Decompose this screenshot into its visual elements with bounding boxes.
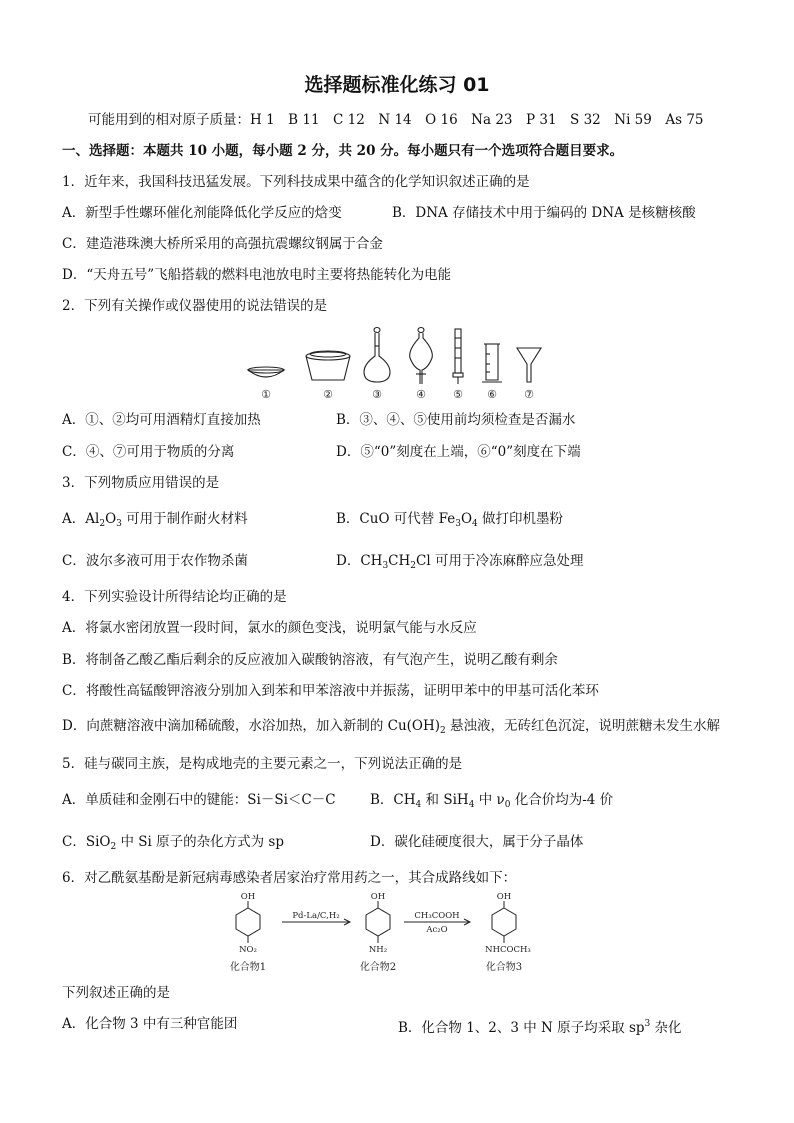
q4-option-d[interactable]: D．向蔗糖溶液中滴加稀硫酸，水浴加热，加入新制的 $Cu(OH)_2$ 悬浊液，无砖红色沉淀，说明蔗糖未发生水解 xyxy=(62,718,721,736)
compound-2-label: 化合物2 xyxy=(359,962,397,973)
burette-icon xyxy=(453,329,463,384)
label-7: ⑦ xyxy=(524,388,534,401)
q5-option-d[interactable]: D．碳化硅硬度很大，属于分子晶体 xyxy=(370,834,584,850)
q5-option-b[interactable]: B．$CH_4$ 和 SiH$_4$ 中 $\nu_0$ 化合价均为-4 价 xyxy=(370,792,614,810)
benzene-ring-2-icon xyxy=(366,908,390,936)
q4-option-c[interactable]: C．将酸性高锰酸钾溶液分别加入到苯和甲苯溶液中并振荡，证明甲苯中的甲基可活化苯环 xyxy=(62,683,599,699)
q6-option-a[interactable]: A．化合物 3 中有三种官能团 xyxy=(62,1016,238,1032)
label-1: ① xyxy=(261,388,271,401)
graduated-cylinder-icon xyxy=(482,344,502,382)
q2-option-c[interactable]: C．④、⑦可用于物质的分离 xyxy=(62,444,235,460)
separatory-funnel-icon xyxy=(410,328,433,385)
q5-stem: 5．硅与碳同主族，是构成地壳的主要元素之一，下列说法正确的是 xyxy=(62,756,463,772)
label-3: ③ xyxy=(372,388,382,401)
q6-stem: 6．对乙酰氨基酚是新冠病毒感染者居家治疗常用药之一，其合成路线如下： xyxy=(62,870,517,886)
q4-option-a[interactable]: A．将氯水密闭放置一段时间，氯水的颜色变浅，说明氯气能与水反应 xyxy=(62,620,477,636)
cmp1-no2: NO₂ xyxy=(239,945,257,955)
cmp1-oh: OH xyxy=(240,892,256,902)
q6-option-b[interactable]: B．化合物 1、2、3 中 N 原子均采取 $sp^3$ 杂化 xyxy=(398,1019,682,1036)
cmp3-oh: OH xyxy=(496,892,512,902)
section-header: 一、选择题：本题共 10 小题，每小题 2 分，共 20 分。每小题只有一个选项符合题目要求。 xyxy=(62,143,624,159)
q1-option-d[interactable]: D．“天舟五号”飞船搭载的燃料电池放电时主要将热能转化为电能 xyxy=(62,267,452,283)
q3-option-d[interactable]: D．$CH_3CH_2Cl$ 可用于冷冻麻醉应急处理 xyxy=(336,553,584,571)
q4-option-b[interactable]: B．将制备乙酸乙酯后剩余的反应液加入碳酸钠溶液，有气泡产生，说明乙酸有剩余 xyxy=(62,652,558,668)
lab-instruments-figure xyxy=(240,326,560,402)
volumetric-flask-icon xyxy=(364,328,390,383)
cmp2-nh2: NH₂ xyxy=(368,945,388,955)
q2-stem: 2．下列有关操作或仪器使用的说法错误的是 xyxy=(62,298,328,314)
atomic-mass-note: 可能用到的相对原子质量：H 1 B 11 C 12 N 14 O 16 Na 23 P 31 S 32 Ni 59 As 75 xyxy=(88,112,704,128)
q2-option-d[interactable]: D．⑤“0”刻度在上端，⑥“0”刻度在下端 xyxy=(336,444,581,460)
benzene-ring-1-icon xyxy=(236,908,260,936)
compound-3-label: 化合物3 xyxy=(485,962,523,973)
label-6: ⑥ xyxy=(487,388,497,401)
reagent-1: Pd-La/C,H₂ xyxy=(292,911,340,921)
benzene-ring-3-icon xyxy=(492,908,516,936)
crucible-icon xyxy=(306,351,350,380)
q5-option-c[interactable]: C．SiO$_2$ 中 Si 原子的杂化方式为 sp xyxy=(62,834,285,852)
q5-option-a[interactable]: A．单质硅和金刚石中的键能：Si－Si＜C－C xyxy=(62,792,336,808)
q3-stem: 3．下列物质应用错误的是 xyxy=(62,475,220,491)
q3-option-c[interactable]: C．波尔多液可用于农作物杀菌 xyxy=(62,553,248,569)
label-4: ④ xyxy=(416,388,426,401)
q1-option-c[interactable]: C．建造港珠澳大桥所采用的高强抗震螺纹钢属于合金 xyxy=(62,236,383,252)
q2-option-a[interactable]: A．①、②均可用酒精灯直接加热 xyxy=(62,412,261,428)
label-2: ② xyxy=(323,388,333,401)
cmp3-nhcoch3: NHCOCH₃ xyxy=(485,945,531,955)
funnel-icon xyxy=(517,348,541,382)
q3-option-a[interactable]: A．$Al_2O_3$ 可用于制作耐火材料 xyxy=(62,511,248,529)
q6-follow: 下列叙述正确的是 xyxy=(62,985,170,1001)
reagent-2-top: CH₃COOH xyxy=(414,911,460,921)
q1-option-a[interactable]: A．新型手性螺环催化剂能降低化学反应的焓变 xyxy=(62,205,342,221)
q4-stem: 4．下列实验设计所得结论均正确的是 xyxy=(62,589,287,605)
synthesis-route-figure xyxy=(226,890,566,976)
compound-1-label: 化合物1 xyxy=(229,962,267,973)
page-title: 选择题标准化练习 01 xyxy=(304,74,490,96)
cmp2-oh: OH xyxy=(370,892,386,902)
label-5: ⑤ xyxy=(453,388,463,401)
q3-option-b[interactable]: B．CuO 可代替 $Fe_3O_4$ 做打印机墨粉 xyxy=(336,511,564,529)
reagent-2-bottom: Ac₂O xyxy=(426,925,448,935)
q1-option-b[interactable]: B．DNA 存储技术中用于编码的 DNA 是核糖核酸 xyxy=(392,205,696,221)
q2-option-b[interactable]: B．③、④、⑤使用前均须检查是否漏水 xyxy=(336,412,576,428)
q1-stem: 1．近年来，我国科技迅猛发展。下列科技成果中蕴含的化学知识叙述正确的是 xyxy=(62,174,530,190)
